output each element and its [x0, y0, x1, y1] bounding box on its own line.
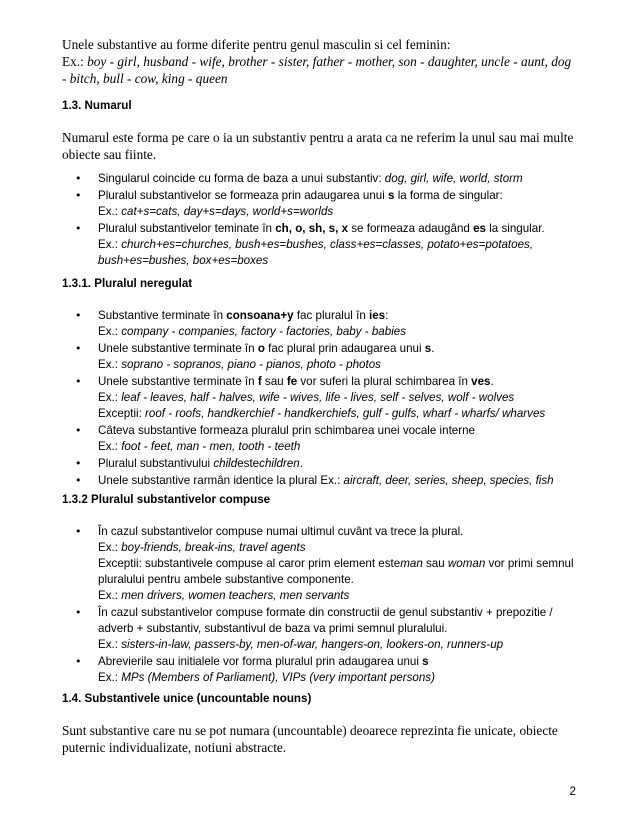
intro-paragraph	[62, 36, 577, 87]
section-title-1-4: 1.4. Substantivele unice (uncountable nouns)	[62, 692, 312, 705]
section-title-1-3-2: 1.3.2 Pluralul substantivelor compuse	[62, 493, 271, 506]
intro-examples: boy - girl, husband - wife, brother - sister, father - mother, son - daughter, uncle - aunt, dog - bitch, bull - cow, king - queen	[62, 54, 572, 86]
list-item: • Pluralul substantivelor teminate în ch, o, sh, s, x se formeaza adaugând es la singular. Ex.: church+es=churches, bush+es=bushes, class+es=classes, potato+es=potatoes, bush+es=bushes, box+es=boxes	[62, 221, 577, 269]
list-item: • Unele substantive rarmân identice la plural Ex.: aircraft, deer, series, sheep, species, fish	[62, 473, 577, 489]
section-1-3-list	[62, 171, 577, 269]
list-item: • Pluralul substantivelor se formeaza prin adaugarea unui s la forma de singular: Ex.: cat+s=cats, day+s=days, world+s=worlds	[62, 188, 577, 220]
list-item: • Unele substantive terminate în f sau fe vor suferi la plural schimbarea în ves. Ex.: leaf - leaves, half - halves, wife - wives, life - lives, self - selves, wolf - wolves Exceptii: roof - roofs, handkerchief - handkerchiefs, gulf - gulfs, wharf - wharfs/ wharves	[62, 374, 577, 422]
list-item: • În cazul substantivelor compuse numai ultimul cuvânt va trece la plural. Ex.: boy-friends, break-ins, travel agents Exceptii: substantivele compuse al caror prim element esteman sau woman vor primi semnul pluralului pentru ambele substantive componente. Ex.: men drivers, women teachers, men servants	[62, 524, 577, 604]
page-number: 2	[569, 785, 576, 798]
section-title-1-3: 1.3. Numarul	[62, 99, 132, 112]
list-item: • Unele substantive terminate în o fac plural prin adaugarea unui s. Ex.: soprano - sopranos, piano - pianos, photo - photos	[62, 341, 577, 373]
section-1-3-2-list	[62, 524, 577, 686]
list-item: • Abrevierile sau initialele vor forma pluralul prin adaugarea unui s Ex.: MPs (Members of Parliament), VIPs (very important persons)	[62, 654, 577, 686]
section-1-4-paragraph: Sunt substantive care nu se pot numara (uncountable) deoarece reprezinta fie unicate, obiecte puternic individualizate, notiuni abstracte.	[62, 723, 558, 755]
list-item: • Substantive terminate în consoana+y fac pluralul în ies: Ex.: company - companies, factory - factories, baby - babies	[62, 308, 577, 340]
section-1-3-paragraph: Numarul este forma pe care o ia un substantiv pentru a arata ca ne referim la unul sau mai multe obiecte sau fiinte.	[62, 130, 574, 162]
list-item: • Pluralul substantivului childestechildren.	[62, 456, 577, 472]
intro-ex-label: Ex.:	[62, 54, 88, 69]
list-item: • Câteva substantive formeaza pluralul prin schimbarea unei vocale interne Ex.: foot - feet, man - men, tooth - teeth	[62, 423, 577, 455]
section-1-3-1-list	[62, 308, 577, 489]
intro-line: Unele substantive au forme diferite pentru genul masculin si cel feminin:	[62, 37, 451, 52]
list-item: • În cazul substantivelor compuse formate din constructii de genul substantiv + prepozitie / adverb + substantiv, substantivul de baza va primi semnul pluralului. Ex.: sisters-in-law, passers-by, men-of-war, hangers-on, lookers-on, runners-up	[62, 605, 577, 653]
list-item: • Singularul coincide cu forma de baza a unui substantiv: dog, girl, wife, world, storm	[62, 171, 577, 187]
section-title-1-3-1: 1.3.1. Pluralul neregulat	[62, 277, 193, 290]
